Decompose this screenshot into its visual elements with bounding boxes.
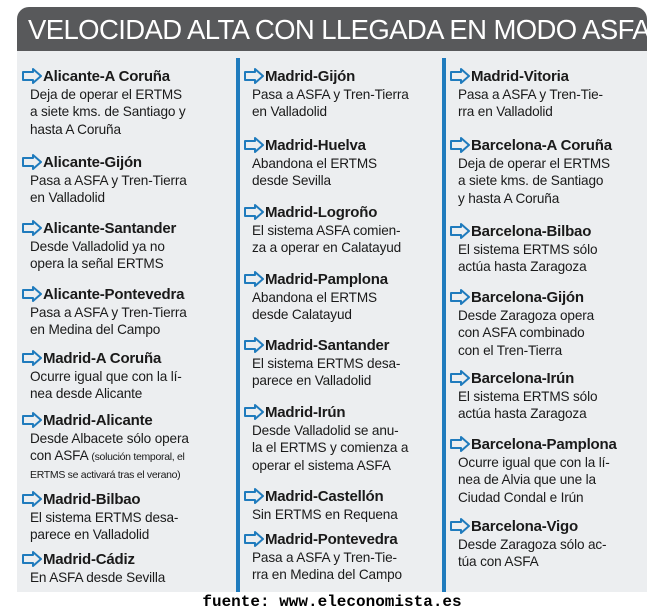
description-line: El sistema ERTMS desa- bbox=[30, 510, 179, 525]
route-item bbox=[244, 486, 440, 523]
description-line: a siete kms. de Santiago y bbox=[30, 104, 186, 120]
route-header bbox=[450, 135, 644, 155]
route-description bbox=[30, 86, 234, 138]
route-description bbox=[458, 536, 644, 571]
description-line: Sin ERTMS en Requena bbox=[252, 507, 398, 522]
description-line: a siete kms. de Santiago bbox=[458, 173, 604, 189]
route-item bbox=[450, 368, 644, 423]
route-name: Barcelona-Pamplona bbox=[471, 435, 617, 453]
description-line: Desde Albacete sólo opera bbox=[30, 431, 189, 446]
route-item bbox=[22, 489, 234, 544]
route-item bbox=[450, 434, 644, 506]
route-item bbox=[244, 135, 440, 190]
description-line: En ASFA desde Sevilla bbox=[30, 570, 166, 585]
description-line: El sistema ERTMS sólo bbox=[458, 242, 598, 257]
description-line: Pasa a ASFA y Tren-Tierra bbox=[252, 87, 409, 102]
right-arrow-icon bbox=[22, 491, 42, 507]
description-line: nea desde Alicante bbox=[30, 386, 143, 402]
route-header bbox=[22, 218, 234, 238]
right-arrow-icon bbox=[450, 370, 470, 386]
route-item bbox=[244, 269, 440, 324]
right-arrow-icon bbox=[244, 404, 264, 420]
route-description bbox=[30, 238, 234, 273]
route-name: Madrid-Cádiz bbox=[43, 550, 135, 568]
right-arrow-icon bbox=[22, 220, 42, 236]
route-name: Madrid-A Coruña bbox=[43, 349, 162, 367]
description-line: parece en Valladolid bbox=[252, 373, 372, 389]
right-arrow-icon bbox=[22, 350, 42, 366]
route-description bbox=[30, 569, 234, 586]
route-item bbox=[22, 218, 234, 273]
description-line: opera la señal ERTMS bbox=[30, 256, 164, 272]
source-credit: fuente: www.eleconomista.es bbox=[202, 593, 462, 611]
route-item bbox=[22, 284, 234, 339]
title-bar bbox=[17, 7, 651, 52]
route-header bbox=[450, 434, 644, 454]
route-description bbox=[252, 506, 440, 523]
description-line: Pasa a ASFA y Tren-Tie- bbox=[458, 87, 603, 102]
route-header bbox=[244, 402, 440, 422]
description-line: desde Calatayud bbox=[252, 307, 352, 323]
route-item bbox=[450, 287, 644, 359]
route-header bbox=[244, 66, 440, 86]
column-divider bbox=[236, 58, 240, 592]
description-line: con ASFA combinado bbox=[458, 325, 585, 341]
description-line: operar el sistema ASFA bbox=[252, 457, 391, 473]
column-1 bbox=[22, 66, 234, 588]
route-name: Barcelona-Gijón bbox=[471, 288, 584, 306]
column-2 bbox=[244, 66, 440, 588]
right-arrow-icon bbox=[22, 68, 42, 84]
description-line: túa con ASFA bbox=[458, 554, 539, 570]
route-description bbox=[252, 549, 440, 584]
right-arrow-icon bbox=[244, 204, 264, 220]
description-line: Desde Zaragoza opera bbox=[458, 308, 595, 323]
description-line: con el Tren-Tierra bbox=[458, 342, 563, 358]
description-line: Desde Valladolid ya no bbox=[30, 239, 165, 254]
right-arrow-icon bbox=[244, 137, 264, 153]
description-line: en Valladolid bbox=[30, 190, 105, 206]
route-header bbox=[22, 284, 234, 304]
description-line: Deja de operar el ERTMS bbox=[30, 87, 182, 102]
route-description bbox=[30, 368, 234, 403]
description-line: en Medina del Campo bbox=[30, 322, 161, 338]
right-arrow-icon bbox=[244, 68, 264, 84]
route-name: Madrid-Huelva bbox=[265, 136, 366, 154]
description-line: y hasta A Coruña bbox=[458, 190, 560, 206]
description-line: desde Sevilla bbox=[252, 173, 331, 189]
route-description bbox=[252, 155, 440, 190]
route-item bbox=[450, 135, 644, 207]
description-text: con ASFA bbox=[30, 448, 88, 464]
route-description bbox=[458, 388, 644, 423]
route-name: Barcelona-A Coruña bbox=[471, 136, 612, 154]
route-name: Barcelona-Irún bbox=[471, 369, 575, 387]
route-name: Madrid-Irún bbox=[265, 403, 346, 421]
right-arrow-icon bbox=[450, 137, 470, 153]
right-arrow-icon bbox=[450, 289, 470, 305]
route-description bbox=[458, 307, 644, 359]
route-header bbox=[450, 368, 644, 388]
route-name: Madrid-Castellón bbox=[265, 487, 384, 505]
route-item bbox=[244, 66, 440, 121]
route-description bbox=[458, 86, 644, 121]
route-item bbox=[22, 348, 234, 403]
route-item bbox=[22, 66, 234, 138]
right-arrow-icon bbox=[22, 412, 42, 428]
route-description bbox=[458, 241, 644, 276]
description-line: El sistema ERTMS sólo bbox=[458, 389, 598, 404]
column-3 bbox=[450, 66, 644, 588]
route-item bbox=[244, 335, 440, 390]
route-header bbox=[244, 486, 440, 506]
route-header bbox=[22, 549, 234, 569]
route-item bbox=[22, 549, 234, 586]
route-header bbox=[450, 287, 644, 307]
route-description bbox=[252, 222, 440, 257]
route-header bbox=[244, 335, 440, 355]
description-line bbox=[30, 447, 234, 466]
route-header bbox=[450, 221, 644, 241]
description-line: Desde Valladolid se anu- bbox=[252, 423, 399, 438]
route-header bbox=[244, 269, 440, 289]
route-name: Madrid-Pontevedra bbox=[265, 530, 398, 548]
route-name: Alicante-Santander bbox=[43, 219, 177, 237]
description-line: en Valladolid bbox=[252, 104, 327, 120]
route-description bbox=[252, 355, 440, 390]
description-line: El sistema ASFA comien- bbox=[252, 223, 401, 238]
right-arrow-icon bbox=[244, 531, 264, 547]
right-arrow-icon bbox=[450, 223, 470, 239]
route-name: Alicante-Gijón bbox=[43, 153, 142, 171]
route-item bbox=[450, 66, 644, 121]
route-name: Barcelona-Vigo bbox=[471, 517, 578, 535]
route-item bbox=[22, 152, 234, 207]
right-arrow-icon bbox=[450, 68, 470, 84]
page-title: VELOCIDAD ALTA CON LLEGADA EN MODO ASFA bbox=[28, 13, 651, 45]
route-description bbox=[30, 172, 234, 207]
description-line: za a operar en Calatayud bbox=[252, 240, 402, 256]
route-item bbox=[450, 221, 644, 276]
right-arrow-icon bbox=[450, 436, 470, 452]
description-line: la el ERTMS y comienza a bbox=[252, 440, 409, 456]
right-arrow-icon bbox=[22, 551, 42, 567]
footnote-text: (solución temporal, el bbox=[91, 451, 185, 464]
right-arrow-icon bbox=[244, 488, 264, 504]
route-name: Barcelona-Bilbao bbox=[471, 222, 592, 240]
route-header bbox=[22, 152, 234, 172]
right-arrow-icon bbox=[22, 154, 42, 170]
route-header bbox=[22, 348, 234, 368]
route-item bbox=[22, 410, 234, 484]
route-header bbox=[22, 66, 234, 86]
description-line: Abandona el ERTMS bbox=[252, 156, 377, 171]
route-name: Madrid-Logroño bbox=[265, 203, 378, 221]
description-line: parece en Valladolid bbox=[30, 527, 150, 543]
description-line: rra en Medina del Campo bbox=[252, 567, 402, 583]
right-arrow-icon bbox=[244, 271, 264, 287]
route-name: Madrid-Vitoria bbox=[471, 67, 569, 85]
route-description bbox=[30, 430, 234, 484]
route-name: Madrid-Santander bbox=[265, 336, 390, 354]
route-description bbox=[458, 454, 644, 506]
description-line: Pasa a ASFA y Tren-Tierra bbox=[30, 305, 187, 320]
footnote-line: ERTMS se activará tras el verano) bbox=[30, 468, 181, 481]
description-line: rra en Valladolid bbox=[458, 104, 553, 120]
description-line: Desde Zaragoza sólo ac- bbox=[458, 537, 607, 552]
description-line: Deja de operar el ERTMS bbox=[458, 156, 610, 171]
route-item bbox=[450, 516, 644, 571]
right-arrow-icon bbox=[22, 286, 42, 302]
route-header bbox=[244, 202, 440, 222]
description-line: Abandona el ERTMS bbox=[252, 290, 377, 305]
route-item bbox=[244, 402, 440, 474]
route-name: Alicante-Pontevedra bbox=[43, 285, 185, 303]
description-line: hasta A Coruña bbox=[30, 121, 121, 137]
description-line: Ocurre igual que con la lí- bbox=[458, 455, 610, 470]
route-header bbox=[244, 135, 440, 155]
route-name: Madrid-Gijón bbox=[265, 67, 356, 85]
route-description bbox=[458, 155, 644, 207]
description-line: nea de Alvia que une la bbox=[458, 472, 596, 488]
route-name: Madrid-Bilbao bbox=[43, 490, 141, 508]
route-item bbox=[244, 529, 440, 584]
column-divider bbox=[442, 58, 446, 592]
route-header bbox=[244, 529, 440, 549]
route-description bbox=[30, 509, 234, 544]
description-line: Ocurre igual que con la lí- bbox=[30, 369, 182, 384]
route-header bbox=[22, 410, 234, 430]
route-name: Alicante-A Coruña bbox=[43, 67, 170, 85]
right-arrow-icon bbox=[450, 518, 470, 534]
description-line: El sistema ERTMS desa- bbox=[252, 356, 401, 371]
description-line: actúa hasta Zaragoza bbox=[458, 406, 587, 422]
route-item bbox=[244, 202, 440, 257]
route-header bbox=[22, 489, 234, 509]
route-description bbox=[252, 86, 440, 121]
description-line: Pasa a ASFA y Tren-Tie- bbox=[252, 550, 397, 565]
route-name: Madrid-Pamplona bbox=[265, 270, 388, 288]
description-line: Ciudad Condal e Irún bbox=[458, 489, 584, 505]
route-name: Madrid-Alicante bbox=[43, 411, 153, 429]
right-arrow-icon bbox=[244, 337, 264, 353]
route-header bbox=[450, 66, 644, 86]
route-description bbox=[30, 304, 234, 339]
route-description bbox=[252, 289, 440, 324]
description-line: actúa hasta Zaragoza bbox=[458, 259, 587, 275]
description-line: Pasa a ASFA y Tren-Tierra bbox=[30, 173, 187, 188]
route-header bbox=[450, 516, 644, 536]
route-description bbox=[252, 422, 440, 474]
